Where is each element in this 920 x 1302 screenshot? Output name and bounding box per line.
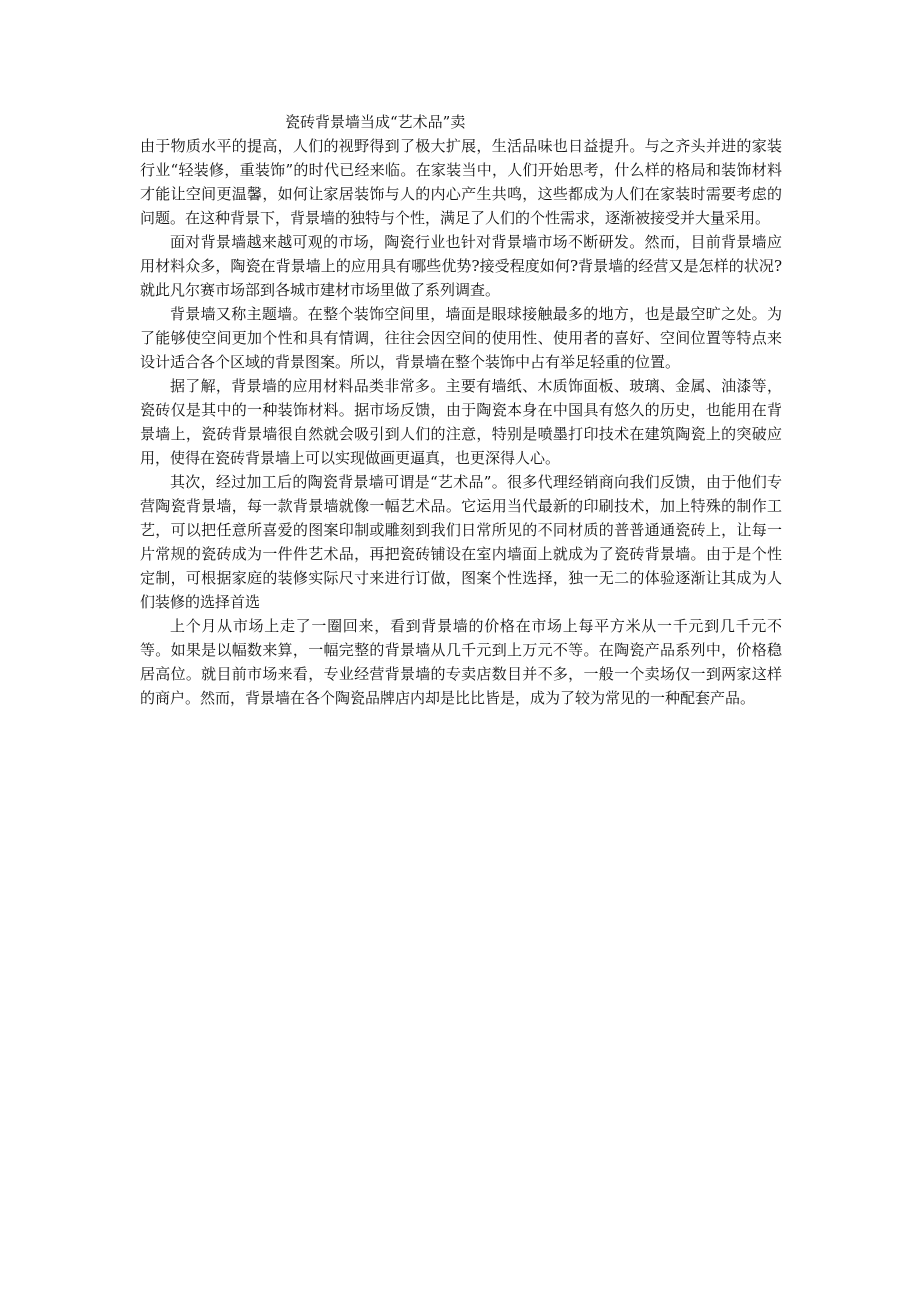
article-title: 瓷砖背景墙当成“艺术品”卖 [285, 113, 466, 131]
paragraph-3: 背景墙又称主题墙。在整个装饰空间里，墙面是眼球接触最多的地方，也是最空旷之处。为了能够使空间更加个性和具有情调，往往会因空间的使用性、使用者的喜好、空间位置等特点来设计适合各个区域的背景图案。所以，背景墙在整个装饰中占有举足轻重的位置。 [140, 305, 782, 371]
paragraph-6: 上个月从市场上走了一圈回来，看到背景墙的价格在市场上每平方米从一千元到几千元不等。如果是以幅数来算，一幅完整的背景墙从几千元到上万元不等。在陶瓷产品系列中，价格稳居高位。就目前市场来看，专业经营背景墙的专卖店数目并不多，一般一个卖场仅一到两家这样的商户。然而，背景墙在各个陶瓷品牌店内却是比比皆是，成为了较为常见的一种配套产品。 [140, 617, 782, 707]
paragraph-5: 其次，经过加工后的陶瓷背景墙可谓是“艺术品”。很多代理经销商向我们反馈，由于他们专营陶瓷背景墙，每一款背景墙就像一幅艺术品。它运用当代最新的印刷技术，加上特殊的制作工艺，可以把任意所喜爱的图案印制或雕刻到我们日常所见的不同材质的普普通通瓷砖上，让每一片常规的瓷砖成为一件件艺术品，再把瓷砖铺设在室内墙面上就成为了瓷砖背景墙。由于是个性定制，可根据家庭的装修实际尺寸来进行订做，图案个性选择，独一无二的体验逐渐让其成为人们装修的选择首选 [140, 473, 782, 611]
article-body [140, 110, 782, 710]
paragraph-1: 由于物质水平的提高，人们的视野得到了极大扩展，生活品味也日益提升。与之齐头并进的家装行业“轻装修，重装饰”的时代已经来临。在家装当中，人们开始思考，什么样的格局和装饰材料才能让空间更温馨，如何让家居装饰与人的内心产生共鸣，这些都成为人们在家装时需要考虑的问题。在这种背景下，背景墙的独特与个性，满足了人们的个性需求，逐渐被接受并大量采用。 [140, 137, 782, 227]
paragraph-4: 据了解，背景墙的应用材料品类非常多。主要有墙纸、木质饰面板、玻璃、金属、油漆等，瓷砖仅是其中的一种装饰材料。据市场反馈，由于陶瓷本身在中国具有悠久的历史，也能用在背景墙上，瓷砖背景墙很自然就会吸引到人们的注意，特别是喷墨打印技术在建筑陶瓷上的突破应用，使得在瓷砖背景墙上可以实现做画更逼真，也更深得人心。 [140, 377, 782, 467]
paragraph-2: 面对背景墙越来越可观的市场，陶瓷行业也针对背景墙市场不断研发。然而，目前背景墙应用材料众多，陶瓷在背景墙上的应用具有哪些优势?接受程度如何?背景墙的经营又是怎样的状况?就此凡尔赛市场部到各城市建材市场里做了系列调查。 [140, 233, 782, 299]
